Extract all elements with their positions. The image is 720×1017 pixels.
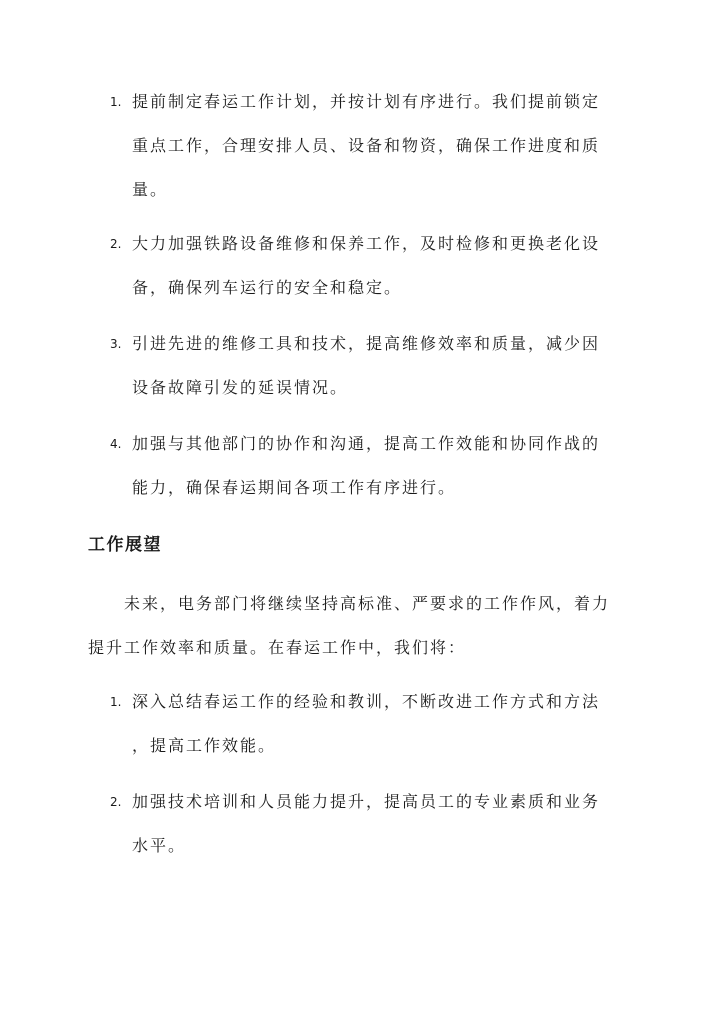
list-item-text-line: 引进先进的维修工具和技术，提高维修效率和质量，减少因	[132, 334, 601, 353]
list-item-number: 2.	[110, 237, 122, 251]
list-item-text-line: 水平。	[132, 836, 187, 855]
list-item-text-line: ，提高工作效能。	[132, 736, 277, 755]
section-heading: 工作展望	[88, 535, 162, 555]
list-item-text-line: 重点工作，合理安排人员、设备和物资，确保工作进度和质	[132, 136, 601, 155]
list-item-text-line: 加强与其他部门的协作和沟通，提高工作效能和协同作战的	[132, 434, 601, 453]
list-item-text-line: 大力加强铁路设备维修和保养工作，及时检修和更换老化设	[132, 234, 601, 253]
list-item-number: 3.	[110, 337, 122, 351]
list-item-text-line: 备，确保列车运行的安全和稳定。	[132, 278, 403, 297]
list-item-text-line: 能力，确保春运期间各项工作有序进行。	[132, 478, 457, 497]
list-item-text-line: 提前制定春运工作计划，并按计划有序进行。我们提前锁定	[132, 92, 601, 111]
list-item-number: 4.	[110, 437, 122, 451]
list-item-number: 1.	[110, 695, 122, 709]
list-item-text-line: 设备故障引发的延误情况。	[132, 378, 349, 397]
list-item-text-line: 加强技术培训和人员能力提升，提高员工的专业素质和业务	[132, 792, 601, 811]
list-item-number: 2.	[110, 795, 122, 809]
paragraph-line: 未来，电务部门将继续坚持高标准、严要求的工作作风，着力	[124, 594, 611, 613]
paragraph-line: 提升工作效率和质量。在春运工作中，我们将：	[88, 638, 467, 657]
list-item-text-line: 深入总结春运工作的经验和教训，不断改进工作方式和方法	[132, 692, 601, 711]
list-item-text-line: 量。	[132, 180, 169, 199]
list-item-number: 1.	[110, 95, 122, 109]
